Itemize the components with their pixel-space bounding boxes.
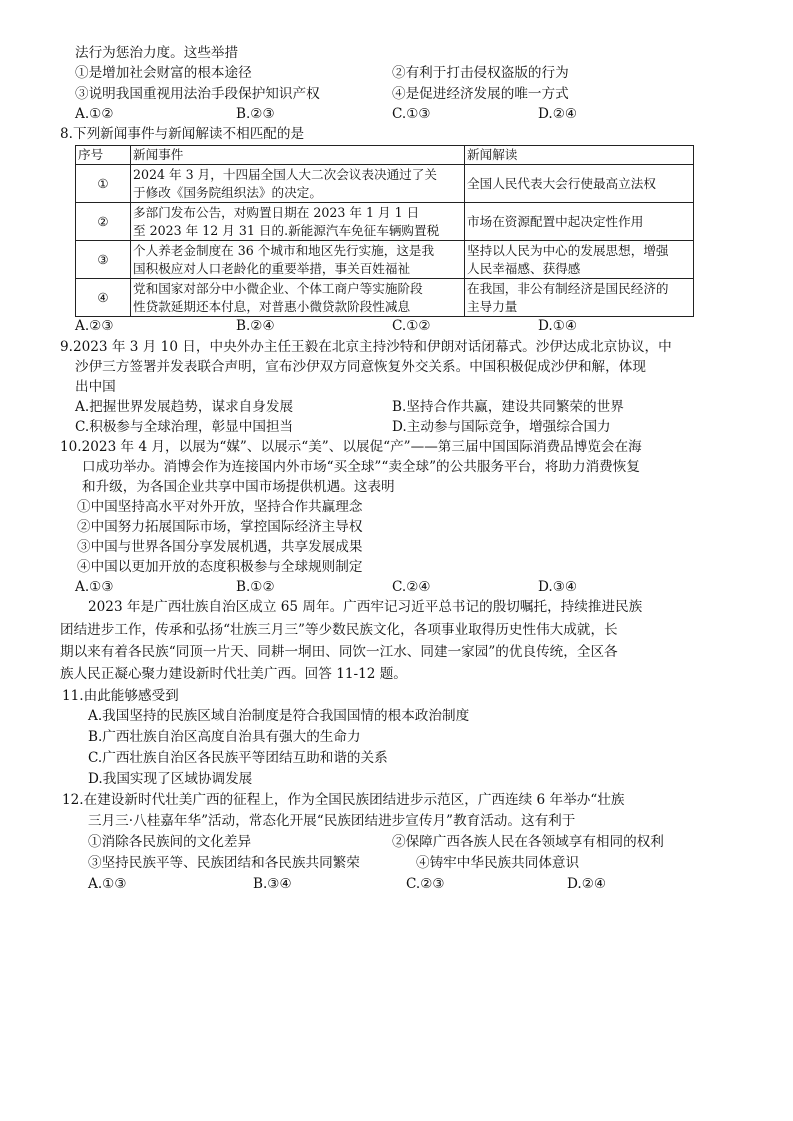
q8-row-no: ① — [76, 165, 131, 203]
table-row — [76, 279, 694, 317]
q8-table — [75, 145, 694, 317]
table-row — [76, 203, 694, 241]
q12-option-c: C.②③ — [406, 876, 445, 892]
q11-option-a: A.我国坚持的民族区域自治制度是符合我国国情的根本政治制度 — [88, 708, 470, 724]
q8-row-reading: 坚持以人民为中心的发展思想，增强 人民幸福感、获得感 — [465, 241, 694, 279]
q8-header-no: 序号 — [76, 146, 131, 165]
q10-option-d: D.③④ — [538, 579, 578, 595]
q9-option-b: B.坚持合作共赢，建设共同繁荣的世界 — [392, 399, 624, 415]
q10-stem-line-1: 10.2023 年 4 月，以展为“媒”、以展示“美”、以展促“产”——第三届中国国际消费品博览会在海 — [60, 439, 642, 455]
material-line-1: 2023 年是广西壮族自治区成立 65 周年。广西牢记习近平总书记的殷切嘱托，持续推进民族 — [88, 599, 643, 615]
q12-stem-line-1: 12.在建设新时代壮美广西的征程上，作为全国民族团结进步示范区，广西连续 6 年举办“壮族 — [62, 792, 625, 808]
q10-item-2: ②中国努力拓展国际市场，掌控国际经济主导权 — [77, 519, 363, 535]
q10-item-1: ①中国坚持高水平对外开放，坚持合作共赢理念 — [77, 499, 363, 515]
q9-stem-line-1: 9.2023 年 3 月 10 日，中央外办主任王毅在北京主持沙特和伊朗对话闭幕式。沙伊达成北京协议，中 — [60, 339, 672, 355]
q7-option-a: A.①② — [75, 106, 114, 122]
q7-option-b: B.②③ — [236, 106, 275, 122]
q7-item-4: ④是促进经济发展的唯一方式 — [392, 86, 569, 102]
q7-item-1: ①是增加社会财富的根本途径 — [75, 65, 252, 81]
q8-header-row — [76, 146, 694, 165]
q7-item-2: ②有利于打击侵权盗版的行为 — [392, 65, 569, 81]
q10-item-3: ③中国与世界各国分享发展机遇，共享发展成果 — [77, 539, 363, 555]
q8-header-reading: 新闻解读 — [465, 146, 694, 165]
q7-option-c: C.①③ — [392, 106, 431, 122]
q12-option-d: D.②④ — [567, 876, 607, 892]
material-line-3: 期以来有着各民族“同顶一片天、同耕一垌田、同饮一江水、同建一家园”的优良传统，全区各 — [60, 644, 618, 660]
table-row — [76, 165, 694, 203]
q10-item-4: ④中国以更加开放的态度积极参与全球规则制定 — [77, 559, 363, 575]
q8-row-reading: 市场在资源配置中起决定性作用 — [465, 203, 694, 241]
q10-stem-line-2: 口成功举办。消博会作为连接国内外市场“买全球”“卖全球”的公共服务平台，将助力消费恢复 — [82, 459, 640, 475]
q8-option-c: C.①② — [392, 318, 431, 334]
q7-option-d: D.②④ — [538, 106, 578, 122]
q9-option-a: A.把握世界发展趋势，谋求自身发展 — [75, 399, 294, 415]
q11-option-b: B.广西壮族自治区高度自治具有强大的生命力 — [88, 729, 361, 745]
q8-row-no: ④ — [76, 279, 131, 317]
material-line-4: 族人民正凝心聚力建设新时代壮美广西。回答 11-12 题。 — [60, 666, 407, 682]
q8-row-event: 党和国家对部分中小微企业、个体工商户等实施阶段 性贷款延期还本付息，对普惠小微贷款阶段性减息 — [131, 279, 465, 317]
q8-header-event: 新闻事件 — [131, 146, 465, 165]
q11-option-c: C.广西壮族自治区各民族平等团结互助和谐的关系 — [88, 750, 388, 766]
table-row — [76, 241, 694, 279]
q8-row-event: 个人养老金制度在 36 个城市和地区先行实施，这是我 国积极应对人口老龄化的重要举措，事关百姓福祉 — [131, 241, 465, 279]
q11-stem: 11.由此能够感受到 — [62, 688, 179, 704]
q9-option-c: C.积极参与全球治理，彰显中国担当 — [75, 419, 294, 435]
q10-option-c: C.②④ — [392, 579, 431, 595]
q7-item-3: ③说明我国重视用法治手段保护知识产权 — [75, 86, 320, 102]
q10-option-a: A.①③ — [75, 579, 114, 595]
q8-row-event: 2024 年 3 月，十四届全国人大二次会议表决通过了关 于修改《国务院组织法》的决定。 — [131, 165, 465, 203]
material-line-2: 团结进步工作，传承和弘扬“壮族三月三”等少数民族文化，各项事业取得历史性伟大成就，长 — [60, 622, 618, 638]
q12-item-4: ④铸牢中华民族共同体意识 — [416, 855, 580, 871]
q8-option-a: A.②③ — [75, 318, 114, 334]
q12-item-1: ①消除各民族间的文化差异 — [88, 834, 252, 850]
q8-row-no: ③ — [76, 241, 131, 279]
q8-option-d: D.①④ — [538, 318, 578, 334]
q11-option-d: D.我国实现了区域协调发展 — [88, 771, 253, 787]
q12-stem-line-2: 三月三·八桂嘉年华”活动，常态化开展“民族团结进步宣传月”教育活动。这有利于 — [88, 813, 576, 829]
q7-stem-end: 法行为惩治力度。这些举措 — [75, 45, 239, 61]
q9-stem-line-3: 出中国 — [75, 379, 116, 395]
q8-row-reading: 在我国，非公有制经济是国民经济的 主导力量 — [465, 279, 694, 317]
q8-stem: 8.下列新闻事件与新闻解读不相匹配的是 — [60, 126, 305, 142]
q12-item-3: ③坚持民族平等、民族团结和各民族共同繁荣 — [88, 855, 360, 871]
q10-option-b: B.①② — [236, 579, 275, 595]
q12-option-a: A.①③ — [88, 876, 127, 892]
q12-item-2: ②保障广西各族人民在各领域享有相同的权利 — [392, 834, 664, 850]
q10-stem-line-3: 和升级，为各国企业共享中国市场提供机遇。这表明 — [82, 479, 395, 495]
q8-row-reading: 全国人民代表大会行使最高立法权 — [465, 165, 694, 203]
q12-option-b: B.③④ — [253, 876, 292, 892]
q9-option-d: D.主动参与国际竞争，增强综合国力 — [392, 419, 611, 435]
q8-row-event: 多部门发布公告，对购置日期在 2023 年 1 月 1 日 至 2023 年 12 月 31 日的.新能源汽车免征车辆购置税 — [131, 203, 465, 241]
q8-option-b: B.②④ — [236, 318, 275, 334]
q9-stem-line-2: 沙伊三方签署并发表联合声明，宣布沙伊双方同意恢复外交关系。中国积极促成沙伊和解，体现 — [75, 359, 646, 375]
q8-row-no: ② — [76, 203, 131, 241]
